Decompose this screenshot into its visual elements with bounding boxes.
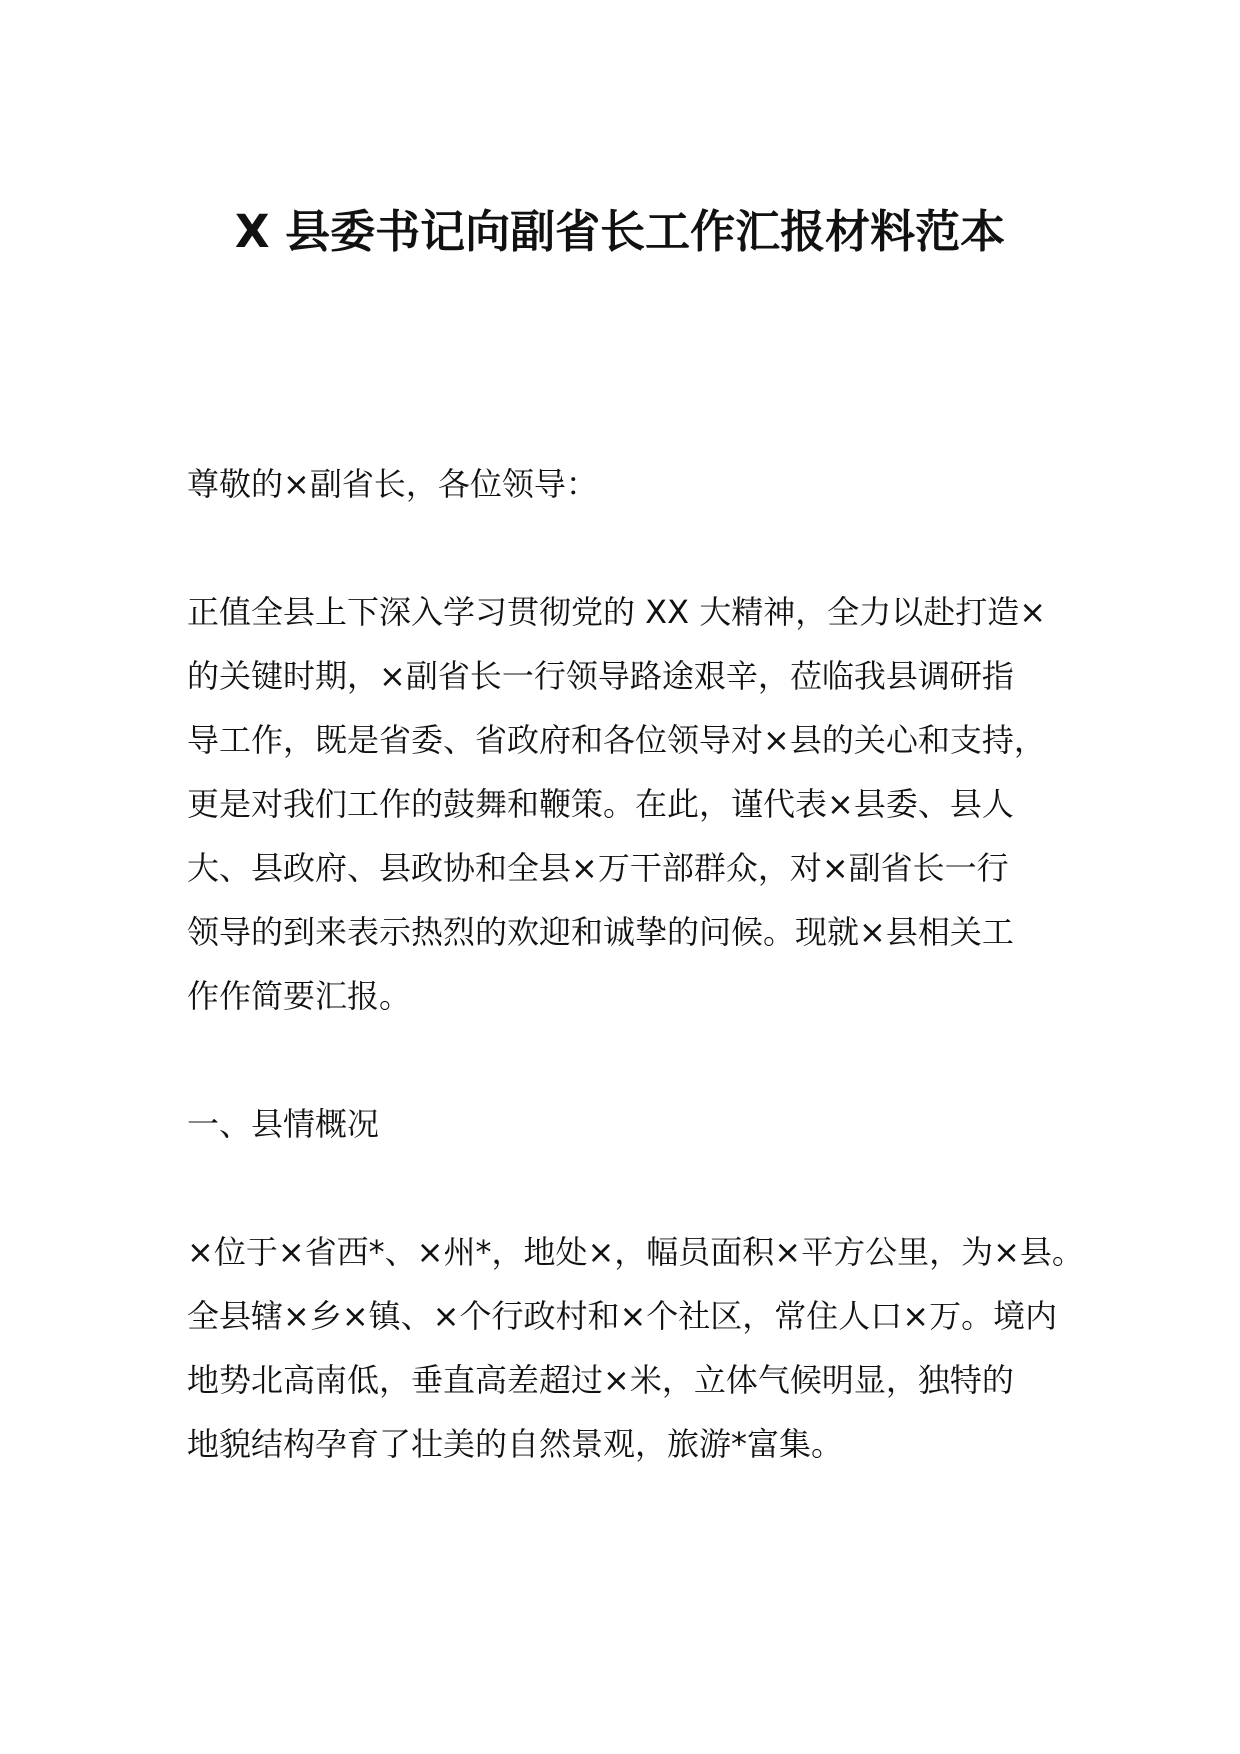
county-overview-paragraph bbox=[187, 1220, 1087, 1476]
overview-line: ×位于×省西*、×州*，地处×，幅员面积×平方公里，为×县。 bbox=[187, 1233, 1084, 1271]
overview-line: 地貌结构孕育了壮美的自然景观，旅游*富集。 bbox=[187, 1425, 844, 1463]
intro-line: 导工作，既是省委、省政府和各位领导对×县的关心和支持， bbox=[187, 721, 1046, 759]
intro-line: 领导的到来表示热烈的欢迎和诚挚的问候。现就×县相关工 bbox=[187, 913, 1014, 951]
salutation: 尊敬的×副省长，各位领导： bbox=[187, 465, 598, 503]
intro-line: 的关键时期，×副省长一行领导路途艰辛，莅临我县调研指 bbox=[187, 657, 1014, 695]
document-title: X 县委书记向副省长工作汇报材料范本 bbox=[234, 205, 1006, 258]
intro-paragraph bbox=[187, 580, 1087, 1028]
intro-line: 正值全县上下深入学习贯彻党的 XX 大精神，全力以赴打造× bbox=[187, 593, 1047, 631]
intro-line: 大、县政府、县政协和全县×万干部群众，对×副省长一行 bbox=[187, 849, 1009, 887]
document-body bbox=[187, 452, 1087, 1540]
intro-line: 更是对我们工作的鼓舞和鞭策。在此，谨代表×县委、县人 bbox=[187, 785, 1014, 823]
overview-line: 全县辖×乡×镇、×个行政村和×个社区，常住人口×万。境内 bbox=[187, 1297, 1058, 1335]
overview-line: 地势北高南低，垂直高差超过×米，立体气候明显，独特的 bbox=[187, 1361, 1014, 1399]
intro-line: 作作简要汇报。 bbox=[187, 977, 412, 1015]
section-heading: 一、县情概况 bbox=[187, 1105, 380, 1143]
